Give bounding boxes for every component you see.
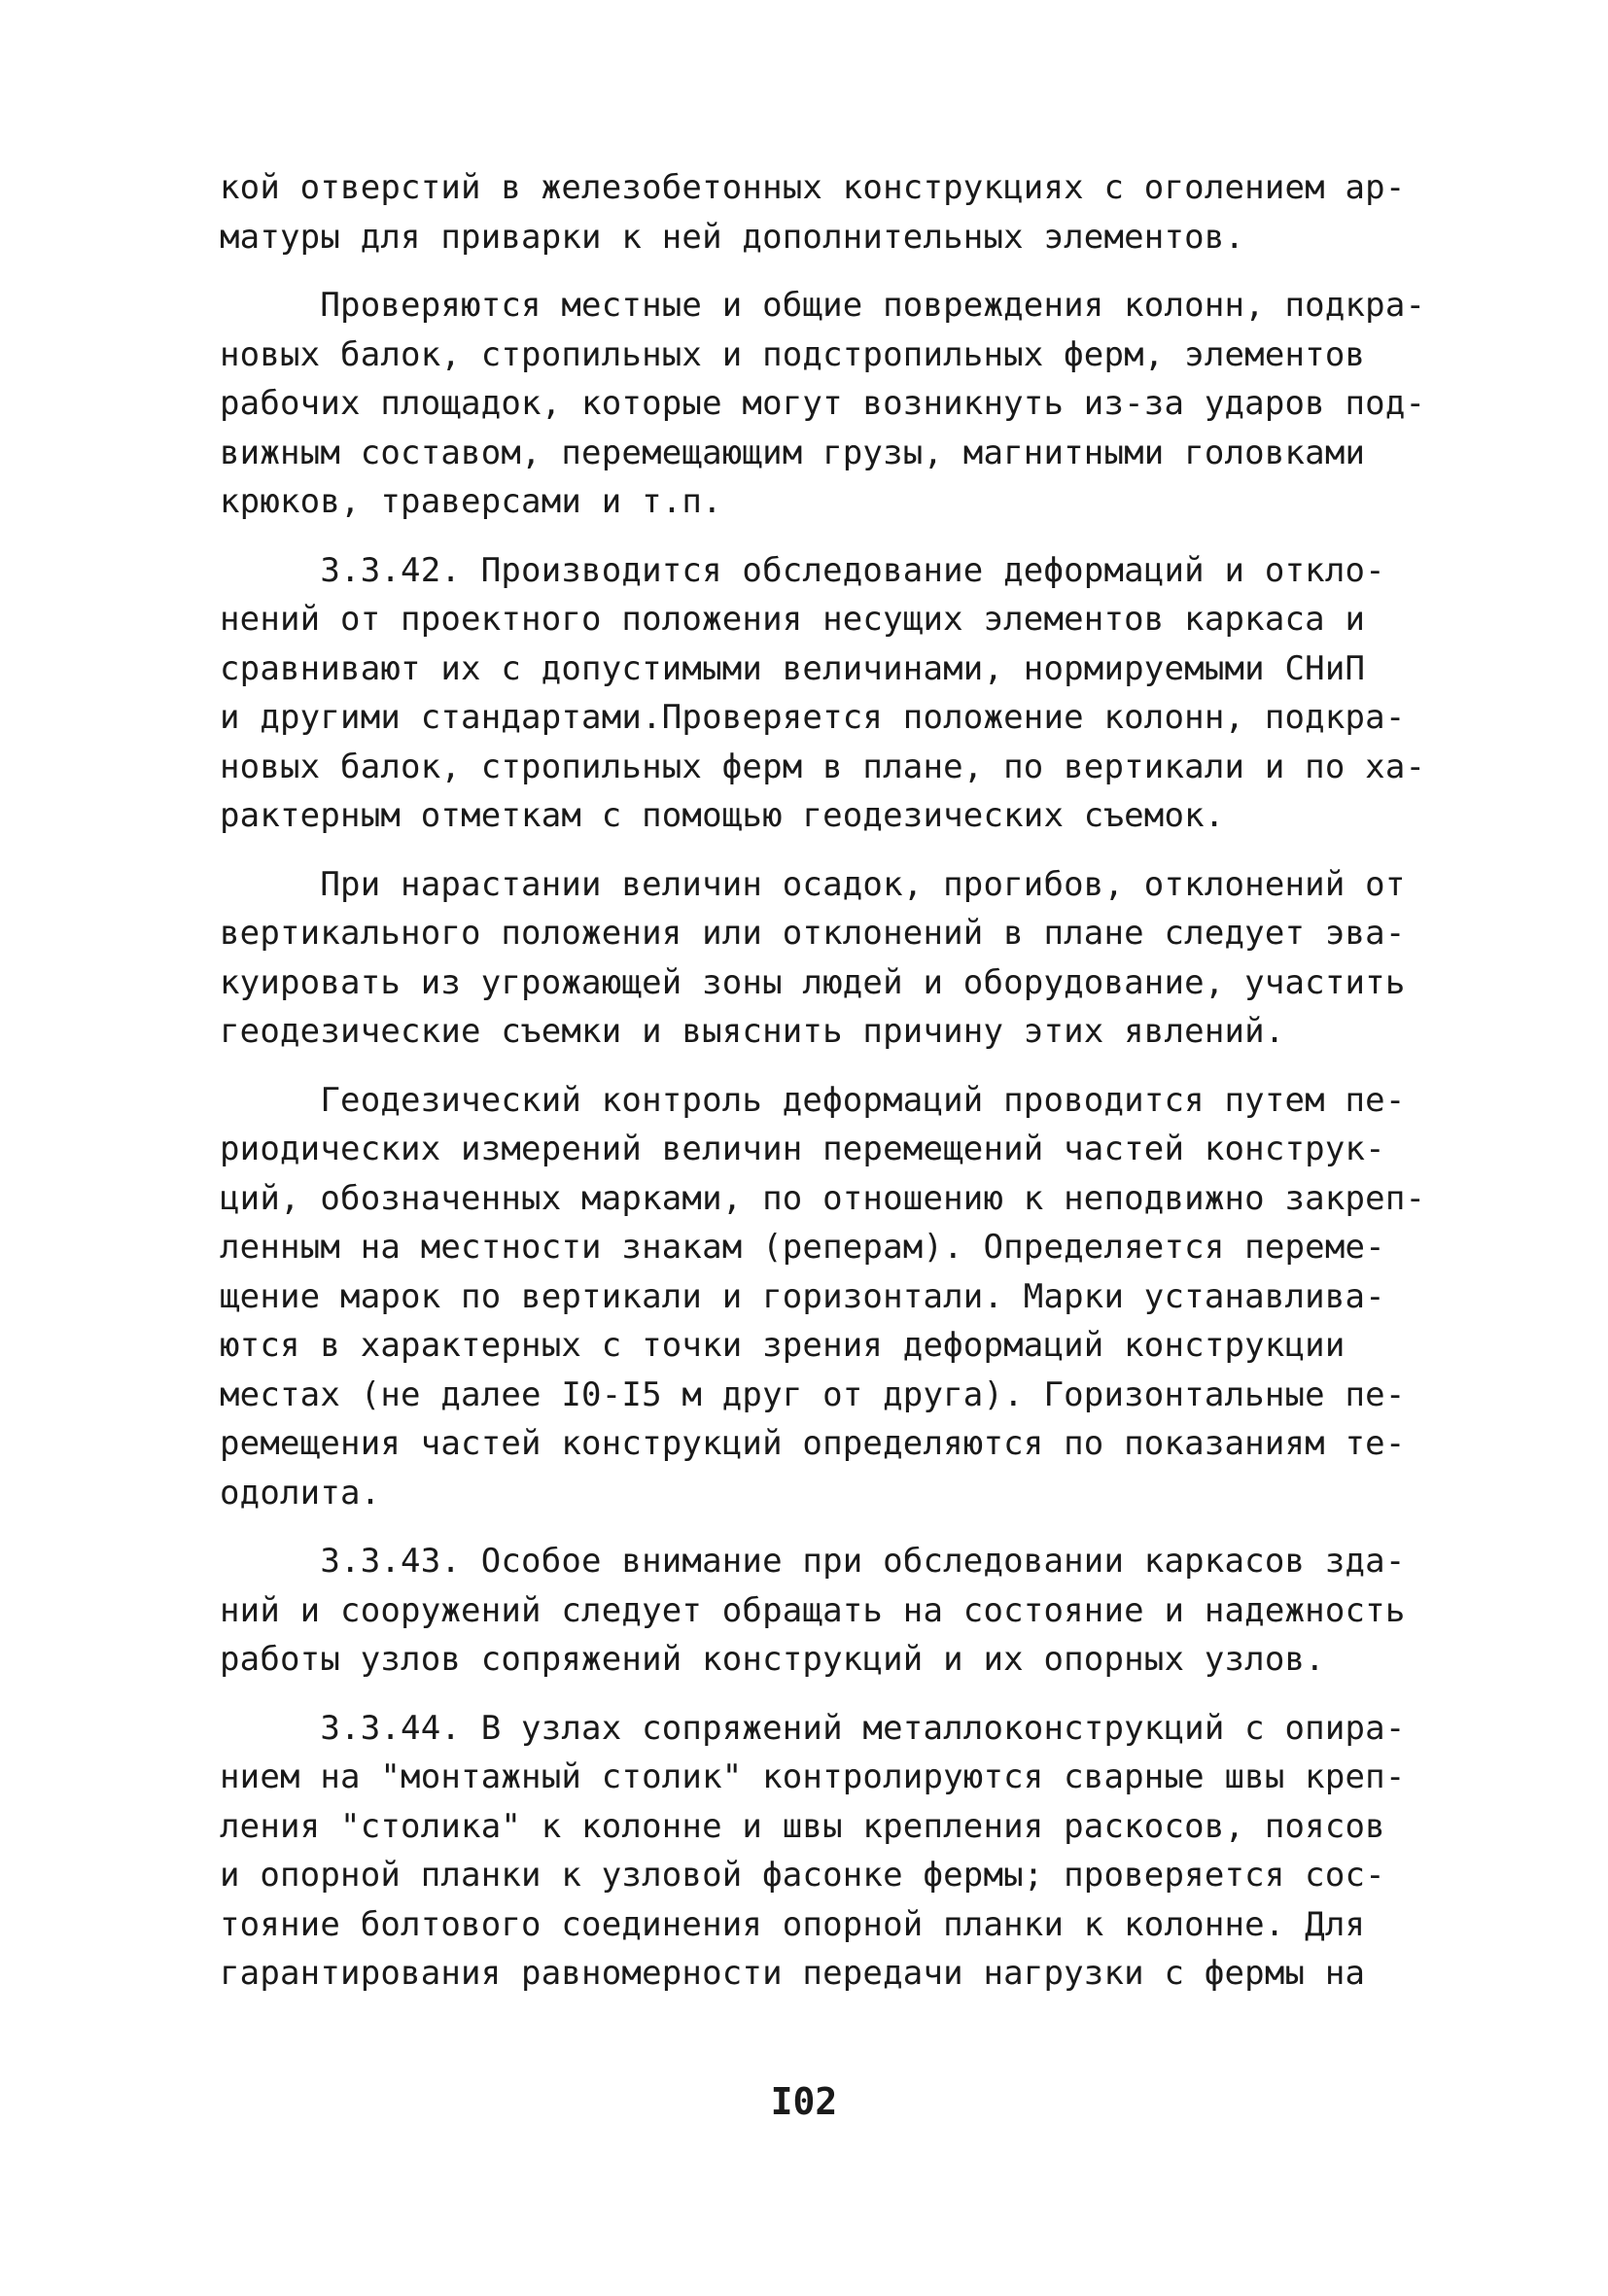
text-line: геодезические съемки и выяснить причину этих явлений. bbox=[220, 1012, 1285, 1051]
paragraph bbox=[220, 546, 1425, 841]
text-line: тояние болтового соединения опорной планки к колонне. Для bbox=[220, 1904, 1366, 1944]
text-line: При нарастании величин осадок, прогибов, отклонений от bbox=[220, 864, 1406, 904]
text-line: матуры для приварки к ней дополнительных элементов. bbox=[220, 217, 1245, 257]
paragraph bbox=[220, 163, 1425, 261]
text-line: ются в характерных с точки зрения деформаций конструкции bbox=[220, 1326, 1346, 1365]
text-line: одолита. bbox=[220, 1473, 381, 1513]
text-line: и другими стандартами.Проверяется положение колонн, подкра- bbox=[220, 698, 1406, 737]
text-line: риодических измерений величин перемещений частей конструк- bbox=[220, 1130, 1385, 1168]
text-line: ний и сооружений следует обращать на состояние и надежность bbox=[220, 1590, 1406, 1630]
text-line: рактерным отметкам с помощью геодезических съемок. bbox=[220, 796, 1225, 835]
text-line: ремещения частей конструкций определяются по показаниям те- bbox=[220, 1424, 1406, 1463]
page-number: I02 bbox=[770, 2080, 838, 2123]
text-line: работы узлов сопряжений конструкций и их опорных узлов. bbox=[220, 1640, 1325, 1679]
text-line: 3.3.44. В узлах сопряжений металлоконструкций с опира- bbox=[220, 1708, 1406, 1748]
text-line: местах (не далее I0-I5 м друг от друга). Горизонтальные пе- bbox=[220, 1374, 1406, 1414]
text-line: новых балок, стропильных и подстропильных ферм, элементов bbox=[220, 334, 1366, 374]
paragraph bbox=[220, 1076, 1425, 1518]
text-line: Геодезический контроль деформаций проводится путем пе- bbox=[220, 1080, 1406, 1120]
text-line: ления "столика" к колонне и швы крепления раскосов, поясов bbox=[220, 1806, 1385, 1846]
text-line: щение марок по вертикали и горизонтали. Марки устанавлива- bbox=[220, 1276, 1385, 1316]
text-line: куировать из угрожающей зоны людей и оборудование, участить bbox=[220, 962, 1406, 1002]
paragraph bbox=[220, 1537, 1425, 1685]
text-line: нений от проектного положения несущих элементов каркаса и bbox=[220, 600, 1366, 639]
text-line: вижным составом, перемещающим грузы, магнитными головками bbox=[220, 433, 1366, 472]
text-line: гарантирования равномерности передачи нагрузки с фермы на bbox=[220, 1954, 1366, 1993]
text-line: ций, обозначенных марками, по отношению к неподвижно закреп- bbox=[220, 1178, 1426, 1218]
text-line: сравнивают их с допустимыми величинами, нормируемыми СНиП bbox=[220, 648, 1366, 688]
text-line: 3.3.43. Особое внимание при обследовании каркасов зда- bbox=[220, 1542, 1406, 1581]
text-line: Проверяются местные и общие повреждения колонн, подкра- bbox=[220, 286, 1426, 325]
text-line: нием на "монтажный столик" контролируются сварные швы креп- bbox=[220, 1757, 1406, 1796]
body-text bbox=[220, 163, 1425, 1999]
paragraph bbox=[220, 281, 1425, 527]
text-line: рабочих площадок, которые могут возникнуть из-за ударов под- bbox=[220, 384, 1426, 423]
text-line: ленным на местности знакам (реперам). Определяется переме- bbox=[220, 1228, 1385, 1267]
paragraph bbox=[220, 1704, 1425, 1999]
text-line: и опорной планки к узловой фасонке фермы; проверяется сос- bbox=[220, 1856, 1385, 1895]
text-line: вертикального положения или отклонений в плане следует эва- bbox=[220, 914, 1406, 953]
paragraph bbox=[220, 860, 1425, 1057]
text-line: крюков, траверсами и т.п. bbox=[220, 482, 722, 521]
text-line: новых балок, стропильных ферм в плане, по вертикали и по ха- bbox=[220, 747, 1426, 786]
text-line: кой отверстий в железобетонных конструкциях с оголением ар- bbox=[220, 168, 1406, 207]
text-line: 3.3.42. Производится обследование деформаций и откло- bbox=[220, 550, 1385, 590]
